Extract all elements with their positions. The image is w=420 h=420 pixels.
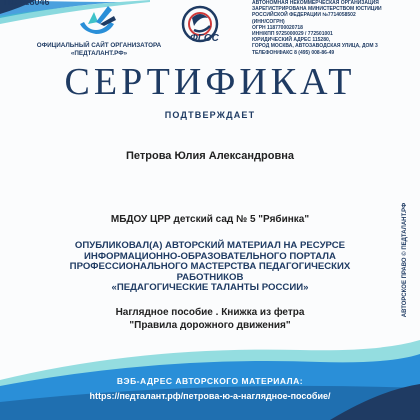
material-title (0, 306, 420, 332)
org-info-line: АВТОНОМНАЯ НЕКОММЕРЧЕСКАЯ ОРГАНИЗАЦИЯ (252, 0, 379, 6)
material-line-2: "Правила дорожного движения" (129, 320, 291, 331)
publication-line: «ПЕДАГОГИЧЕСКИЕ ТАЛАНТЫ РОССИИ» (111, 282, 309, 293)
copyright-side-text (392, 140, 418, 380)
org-info-line: (ИНН/СОГРН) (252, 18, 285, 25)
org-info-line: ГОРОД МОСКВА, АВТОЗАВОДСКАЯ УЛИЦА, ДОМ 3 (252, 43, 378, 50)
org-info-line: ОГРН 1187700020718 (252, 24, 303, 31)
publication-line: ПРОФЕССИОНАЛЬНОГО МАСТЕРСТВА ПЕДАГОГИЧЕСКИХ РАБОТНИКОВ (69, 261, 351, 283)
web-address-label: ВЭБ-АДРЕС АВТОРСКОГО МАТЕРИАЛА: (116, 376, 304, 386)
publication-line: ОПУБЛИКОВАЛ(А) АВТОРСКИЙ МАТЕРИАЛ НА РЕСУРСЕ (74, 240, 346, 251)
org-info-line: ЗАРЕГИСТРИРОВАНА МИНИСТЕРСТВОМ ЮСТИЦИИ (252, 6, 382, 13)
org-info-line: ЮРИДИЧЕСКИЙ АДРЕС 115280, (252, 37, 331, 44)
org-info-line: ИНН/КПП 9725000029 / 772501001 (252, 31, 333, 38)
org-info-line: ТЕЛЕФОН/ФАКС 8 (495) 008-86-49 (252, 49, 335, 56)
fgos-label: ФГОС (190, 33, 219, 44)
recipient-name: Петрова Юлия Александровна (125, 150, 294, 162)
institution-name: МБДОУ ЦРР детский сад № 5 "Рябинка" (110, 214, 310, 225)
publication-line: ИНФОРМАЦИОННО-ОБРАЗОВАТЕЛЬНОГО ПОРТАЛА (84, 250, 336, 262)
certificate-subtitle: ПОДТВЕРЖДАЕТ (164, 110, 256, 120)
pedtalant-hand-logo-icon (74, 2, 120, 40)
publication-statement (40, 241, 380, 294)
certificate-number: ПС №8046 (4, 0, 50, 7)
org-info-line: РОССИЙСКОЙ ФЕДЕРАЦИИ №7714058502 (252, 12, 356, 19)
org-site-caption: ОФИЦИАЛЬНЫЙ САЙТ ОРГАНИЗАТОРА «ПЕДТАЛАНТ.РФ» (36, 42, 162, 57)
material-line-1: Наглядное пособие . Книжка из фетра (115, 307, 305, 318)
web-address-link[interactable]: https://педталант.рф/петрова-ю-а-наглядное-пособие/ (89, 391, 331, 401)
copyright-label: АВТОРСКОЕ ПРАВО © ПЕДТАЛАНТ.РФ (402, 202, 408, 318)
organization-info (252, 0, 418, 56)
certificate-title: СЕРТИФИКАТ (64, 61, 356, 103)
